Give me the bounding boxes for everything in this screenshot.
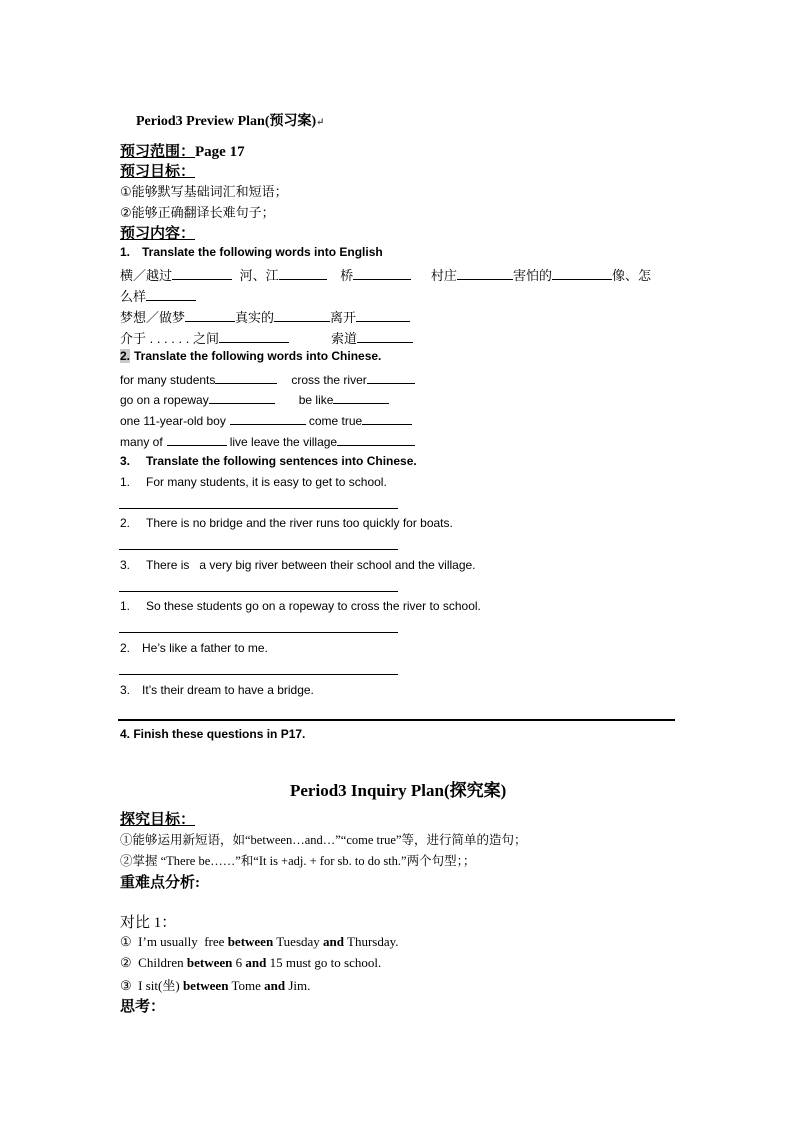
example-number: ③ [120, 978, 132, 993]
vocab-how-blank[interactable] [146, 288, 196, 301]
example-text: Thursday. [344, 934, 399, 949]
vocab-how: 么样 [120, 289, 147, 304]
phrase-one-11-year-old-boy: one 11-year-old boy [120, 414, 226, 428]
phrase-row-4 [120, 433, 415, 449]
sentence-text: It’s their dream to have a bridge. [142, 683, 314, 697]
phrase-5-blank[interactable] [230, 412, 306, 425]
example-text: 6 [232, 955, 246, 970]
phrase-row-1 [120, 371, 415, 387]
q3-heading [120, 454, 417, 468]
vocab-dream: 梦想／做梦 [120, 310, 186, 325]
q3-title: Translate the following sentences into Chinese. [146, 454, 417, 468]
keyword-between: between [186, 955, 233, 970]
preview-title [136, 110, 325, 130]
answer-line[interactable] [119, 508, 398, 509]
q2-title: Translate the following words into Chinese. [134, 349, 382, 363]
vocab-true-blank[interactable] [274, 309, 330, 322]
sentence-text: He’s like a father to me. [142, 641, 268, 655]
vocab-cross: 横／越过 [120, 268, 173, 283]
sentence-number: 3. [120, 558, 131, 572]
vocab-like: 像、怎 [611, 268, 651, 283]
vocab-row-3 [120, 307, 410, 326]
q1-title: Translate the following words into English [142, 245, 383, 259]
inquiry-goal-label: 探究目标： [120, 812, 196, 828]
phrase-7-blank[interactable] [167, 433, 227, 446]
vocab-village: 村庄 [430, 268, 457, 283]
sentence-number: 3. [120, 683, 131, 697]
vocab-ropeway-blank[interactable] [357, 330, 413, 343]
phrase-live-leave-the-village: live leave the village [229, 435, 338, 449]
vocab-river-blank[interactable] [279, 267, 327, 280]
q1-number: 1. [120, 245, 131, 259]
vocab-cross-blank[interactable] [172, 267, 232, 280]
vocab-dream-blank[interactable] [185, 309, 235, 322]
phrase-be-like: be like [298, 393, 334, 407]
vocab-row-4 [120, 328, 413, 347]
preview-goal-label: 预习目标： [120, 164, 196, 180]
sentence-number: 1. [120, 599, 131, 613]
keyword-between: between [182, 978, 229, 993]
example-text: Children [138, 955, 187, 970]
section-divider [118, 719, 675, 721]
phrase-row-2 [120, 391, 389, 407]
keyword-and: and [323, 934, 345, 949]
phrase-4-blank[interactable] [333, 391, 389, 404]
example-1 [120, 934, 399, 950]
range-value: Page 17 [195, 144, 245, 160]
example-number: ② [120, 955, 132, 970]
sentence-6 [120, 683, 314, 697]
vocab-river: 河、江 [239, 268, 279, 283]
sentence-3 [120, 558, 476, 572]
sentence-4 [120, 599, 481, 613]
q4-instruction: 4. Finish these questions in P17. [120, 727, 306, 741]
phrase-6-blank[interactable] [362, 412, 412, 425]
sentence-1 [120, 475, 387, 489]
phrase-1-blank[interactable] [215, 371, 277, 384]
answer-line[interactable] [119, 549, 398, 550]
compare-label: 对比 1： [120, 915, 177, 931]
vocab-leave-blank[interactable] [356, 309, 410, 322]
sentence-number: 1. [120, 475, 131, 489]
example-text: Tome [228, 978, 265, 993]
inquiry-goal-1: ①能够运用新短语，如“between…and…”“come true”等，进行简单的造句； [120, 833, 527, 847]
preview-title-text: Period3 Preview Plan(预习案) [136, 114, 317, 129]
phrase-8-blank[interactable] [337, 433, 415, 446]
example-2 [120, 955, 381, 971]
keyword-and: and [245, 955, 267, 970]
sentence-text: There is no bridge and the river runs too quickly for boats. [146, 516, 453, 530]
phrase-row-3 [120, 412, 412, 428]
vocab-bridge: 桥 [340, 268, 354, 283]
answer-line[interactable] [119, 674, 398, 675]
vocab-afraid-blank[interactable] [552, 267, 612, 280]
answer-line[interactable] [119, 591, 398, 592]
phrase-3-blank[interactable] [209, 391, 275, 404]
preview-goal-1: ①能够默写基础词汇和短语； [120, 184, 288, 199]
q2-heading [120, 349, 381, 363]
example-text: I sit(坐) [138, 978, 183, 993]
sentence-2 [120, 516, 453, 530]
analysis-label: 重难点分析: [120, 875, 200, 891]
vocab-between-blank[interactable] [219, 330, 289, 343]
example-text: Tuesday [273, 934, 324, 949]
sentence-5 [120, 641, 268, 655]
vocab-afraid: 害怕的 [512, 268, 552, 283]
sentence-text: There is a very big river between their school and the village. [146, 558, 476, 572]
vocab-between: 介于 . . . . . . 之间 [120, 331, 219, 346]
inquiry-title: Period3 Inquiry Plan(探究案) [290, 781, 507, 800]
vocab-leave: 离开 [330, 310, 357, 325]
range-label: 预习范围： [120, 144, 196, 160]
q1-heading [120, 245, 383, 259]
keyword-and: and [264, 978, 286, 993]
q2-number: 2. [120, 349, 131, 363]
example-text: Jim. [285, 978, 311, 993]
example-number: ① [120, 934, 132, 949]
example-text: I’m usually free [138, 934, 228, 949]
vocab-village-blank[interactable] [457, 267, 513, 280]
preview-content-label: 预习内容： [120, 226, 196, 242]
vocab-bridge-blank[interactable] [353, 267, 411, 280]
vocab-row-1 [120, 265, 651, 284]
vocab-true: 真实的 [235, 310, 275, 325]
vocab-ropeway: 索道 [330, 331, 357, 346]
example-text: 15 must go to school. [266, 955, 382, 970]
vocab-row-2 [120, 286, 196, 305]
phrase-go-on-a-ropeway: go on a ropeway [120, 393, 209, 407]
paragraph-mark-icon: ↵ [316, 117, 325, 128]
sentence-text: For many students, it is easy to get to school. [146, 475, 387, 489]
preview-range [120, 140, 245, 161]
answer-line[interactable] [119, 632, 398, 633]
sentence-number: 2. [120, 641, 131, 655]
sentence-text: So these students go on a ropeway to cross the river to school. [146, 599, 481, 613]
phrase-for-many-students: for many students [120, 373, 216, 387]
phrase-come-true: come true [308, 414, 363, 428]
think-label: 思考： [120, 999, 166, 1015]
phrase-many-of: many of [120, 435, 163, 449]
preview-goal-2: ②能够正确翻译长难句子； [120, 205, 275, 220]
phrase-cross-the-river: cross the river [291, 373, 367, 387]
inquiry-goal-2: ②掌握 “There be……”和“It is +adj. + for sb. to do sth.”两个句型；； [120, 854, 476, 868]
sentence-number: 2. [120, 516, 131, 530]
q3-number: 3. [120, 454, 131, 468]
keyword-between: between [227, 934, 274, 949]
example-3 [120, 975, 310, 994]
phrase-2-blank[interactable] [367, 371, 415, 384]
